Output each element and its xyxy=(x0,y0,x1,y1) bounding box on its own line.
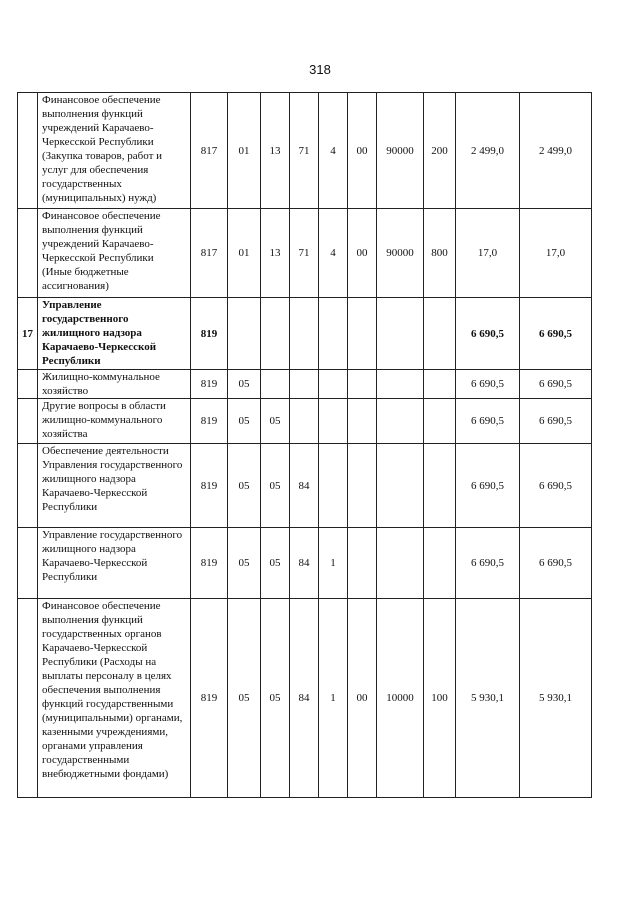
rz-code: 05 xyxy=(228,370,261,399)
cs-code xyxy=(377,399,424,444)
pr-code: 05 xyxy=(261,599,290,798)
sum-year-2: 6 690,5 xyxy=(520,370,592,399)
gr-code: 819 xyxy=(191,444,228,528)
sum-year-2: 17,0 xyxy=(520,209,592,298)
budget-table xyxy=(17,92,592,798)
cs-subprogram xyxy=(319,370,348,399)
row-name: Финансовое обеспечение выполнения функций учреждений Карачаево-Черкесской Республики (Закупка товаров, работ и услуг для обеспечения государственных (муниципальных) нужд) xyxy=(38,93,191,209)
cs-direction xyxy=(348,298,377,370)
vr-code: 800 xyxy=(424,209,456,298)
gr-code: 819 xyxy=(191,528,228,599)
rz-code: 01 xyxy=(228,209,261,298)
rz-code: 01 xyxy=(228,93,261,209)
sum-year-1: 6 690,5 xyxy=(456,399,520,444)
gr-code: 817 xyxy=(191,209,228,298)
sum-year-1: 6 690,5 xyxy=(456,370,520,399)
table-row xyxy=(18,528,592,599)
vr-code xyxy=(424,399,456,444)
pr-code xyxy=(261,298,290,370)
pr-code xyxy=(261,370,290,399)
sum-year-2: 6 690,5 xyxy=(520,528,592,599)
cs-subprogram xyxy=(319,298,348,370)
table-row xyxy=(18,298,592,370)
sum-year-1: 5 930,1 xyxy=(456,599,520,798)
row-name: Финансовое обеспечение выполнения функций учреждений Карачаево-Черкесской Республики (Иные бюджетные ассигнования) xyxy=(38,209,191,298)
gr-code: 819 xyxy=(191,298,228,370)
row-index xyxy=(18,370,38,399)
row-index xyxy=(18,399,38,444)
cs-direction: 00 xyxy=(348,209,377,298)
pr-code: 05 xyxy=(261,399,290,444)
sum-year-2: 6 690,5 xyxy=(520,399,592,444)
row-index xyxy=(18,599,38,798)
cs-subprogram: 4 xyxy=(319,93,348,209)
table-row xyxy=(18,370,592,399)
cs-direction xyxy=(348,370,377,399)
row-name: Другие вопросы в области жилищно-коммунального хозяйства xyxy=(38,399,191,444)
cs-direction xyxy=(348,528,377,599)
gr-code: 819 xyxy=(191,399,228,444)
sum-year-1: 6 690,5 xyxy=(456,528,520,599)
pr-code: 13 xyxy=(261,93,290,209)
cs-subprogram xyxy=(319,399,348,444)
rz-code: 05 xyxy=(228,399,261,444)
cs-program: 84 xyxy=(290,599,319,798)
pr-code: 05 xyxy=(261,444,290,528)
gr-code: 819 xyxy=(191,599,228,798)
cs-program: 84 xyxy=(290,528,319,599)
rz-code: 05 xyxy=(228,444,261,528)
sum-year-2: 5 930,1 xyxy=(520,599,592,798)
sum-year-1: 2 499,0 xyxy=(456,93,520,209)
cs-code xyxy=(377,528,424,599)
sum-year-1: 6 690,5 xyxy=(456,298,520,370)
cs-program: 71 xyxy=(290,209,319,298)
rz-code xyxy=(228,298,261,370)
vr-code: 100 xyxy=(424,599,456,798)
cs-code xyxy=(377,444,424,528)
sum-year-1: 17,0 xyxy=(456,209,520,298)
row-index xyxy=(18,93,38,209)
page-number: 318 xyxy=(309,62,331,77)
sum-year-2: 2 499,0 xyxy=(520,93,592,209)
gr-code: 817 xyxy=(191,93,228,209)
cs-subprogram: 1 xyxy=(319,599,348,798)
cs-direction xyxy=(348,444,377,528)
row-name: Управление государственного жилищного надзора Карачаево-Черкесской Республики xyxy=(38,528,191,599)
row-index xyxy=(18,209,38,298)
sum-year-2: 6 690,5 xyxy=(520,298,592,370)
rz-code: 05 xyxy=(228,599,261,798)
cs-direction xyxy=(348,399,377,444)
cs-code xyxy=(377,370,424,399)
cs-direction: 00 xyxy=(348,93,377,209)
pr-code: 05 xyxy=(261,528,290,599)
cs-code xyxy=(377,298,424,370)
table-row xyxy=(18,93,592,209)
cs-direction: 00 xyxy=(348,599,377,798)
cs-program xyxy=(290,370,319,399)
row-name: Обеспечение деятельности Управления государственного жилищного надзора Карачаево-Черкесской Республики xyxy=(38,444,191,528)
row-name: Жилищно-коммунальное хозяйство xyxy=(38,370,191,399)
table-row xyxy=(18,599,592,798)
row-index xyxy=(18,528,38,599)
vr-code xyxy=(424,528,456,599)
vr-code xyxy=(424,370,456,399)
cs-program xyxy=(290,399,319,444)
vr-code xyxy=(424,444,456,528)
vr-code xyxy=(424,298,456,370)
cs-subprogram: 1 xyxy=(319,528,348,599)
row-name: Управление государственного жилищного надзора Карачаево-Черкесской Республики xyxy=(38,298,191,370)
table-row xyxy=(18,209,592,298)
cs-subprogram xyxy=(319,444,348,528)
rz-code: 05 xyxy=(228,528,261,599)
cs-program xyxy=(290,298,319,370)
cs-code: 90000 xyxy=(377,93,424,209)
cs-program: 71 xyxy=(290,93,319,209)
cs-program: 84 xyxy=(290,444,319,528)
row-index: 17 xyxy=(18,298,38,370)
cs-subprogram: 4 xyxy=(319,209,348,298)
row-index xyxy=(18,444,38,528)
cs-code: 10000 xyxy=(377,599,424,798)
vr-code: 200 xyxy=(424,93,456,209)
row-name: Финансовое обеспечение выполнения функций государственных органов Карачаево-Черкесской Республики (Расходы на выплаты персоналу в целях обеспечения выполнения функций государственными (муниципальными) органами, казенными учреждениями, органами управления государственными внебюджетными фондами) xyxy=(38,599,191,798)
cs-code: 90000 xyxy=(377,209,424,298)
sum-year-2: 6 690,5 xyxy=(520,444,592,528)
sum-year-1: 6 690,5 xyxy=(456,444,520,528)
pr-code: 13 xyxy=(261,209,290,298)
gr-code: 819 xyxy=(191,370,228,399)
table-row xyxy=(18,399,592,444)
table-row xyxy=(18,444,592,528)
